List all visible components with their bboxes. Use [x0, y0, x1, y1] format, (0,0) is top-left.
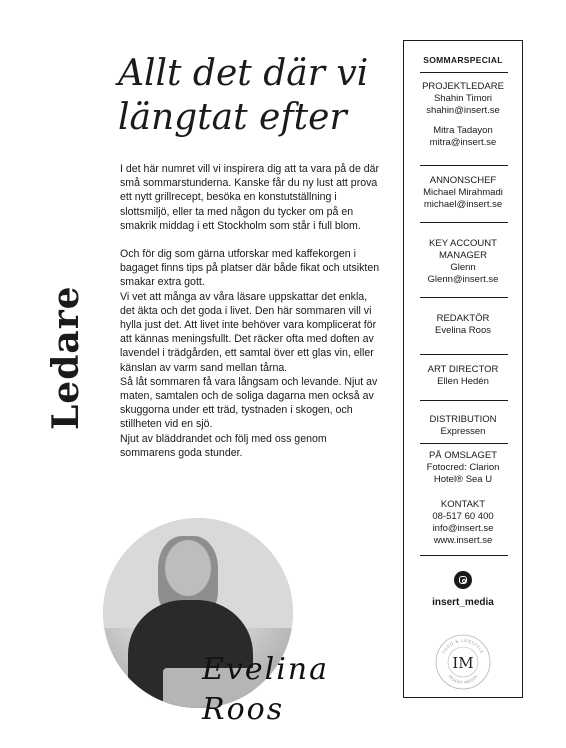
paragraph: Vi vet att många av våra läsare uppskattar det enkla, det äkta och det goda i livet. Den här sommaren vill vi hylla just det. Att livet inte behöver vara komplicerat för att kännas meningsfullt. Det räcker ofta med doften av lavendel i trädgården, ett samtal över ett glas vin, eller känslan av varm sand mellan tårna.	[120, 290, 377, 374]
credit-name: Hotel® Sea U	[433, 474, 493, 485]
title-line-1: Allt det där vi	[118, 53, 369, 94]
credit-art-director	[404, 364, 522, 388]
credit-name: Glenn	[450, 262, 476, 273]
credit-name: Fotocred: Clarion	[426, 462, 500, 473]
credit-projektledare	[404, 81, 522, 149]
credit-name: Expressen	[440, 426, 486, 437]
credit-name: Shahin Timori	[433, 93, 493, 104]
contact-phone: 08-517 60 400	[432, 511, 494, 522]
contact-website[interactable]: www.insert.se	[433, 535, 493, 546]
credit-omslaget	[404, 450, 522, 486]
credit-name: Ellen Hedén	[437, 376, 489, 387]
paragraph: I det här numret vill vi inspirera dig att ta vara på de där små sommarstunderna. Kanske får du ny lust att prova ett nytt grillrecept, besöka en konstutställning i slottsmiljö, eller ta med någon du tycker om på en smakrik middag i ett Stockholm som står i full blom.	[120, 163, 380, 232]
svg-text:INSERT MEDIA	[447, 674, 478, 685]
divider	[420, 400, 508, 401]
sidebar-title: SOMMARSPECIAL	[423, 55, 503, 65]
logo-ring-top: FOOD & LIFESTYLE	[441, 637, 485, 655]
credit-redaktor	[404, 313, 522, 337]
credit-role: KONTAKT	[440, 499, 486, 510]
credit-role: ART DIRECTOR	[427, 364, 499, 375]
divider	[420, 443, 508, 444]
credit-role: PROJEKTLEDARE	[422, 81, 504, 92]
credit-distribution	[404, 414, 522, 438]
divider	[420, 165, 508, 166]
credit-role: KEY ACCOUNT	[429, 238, 497, 249]
paragraph: Så låt sommaren få vara långsam och levande. Njut av maten, samtalen och de soliga dagarna men också av skuggorna under ett träd, tystnaden i skogen, och stillheten vid en sjö.	[120, 375, 378, 431]
credit-name: Mitra Tadayon	[433, 125, 493, 136]
credit-kontakt	[404, 499, 522, 547]
author-signature: Evelina Roos	[202, 652, 329, 727]
paragraph: Njut av bläddrandet och följ med oss genom sommarens goda stunder.	[120, 432, 327, 459]
insert-media-logo	[434, 633, 492, 691]
credit-role: PÅ OMSLAGET	[428, 450, 498, 461]
credit-email: mitra@insert.se	[429, 137, 497, 148]
divider	[420, 222, 508, 223]
credit-email: Glenn@insert.se	[427, 274, 499, 285]
instagram-icon[interactable]	[454, 571, 472, 589]
paragraph: Och för dig som gärna utforskar med kaffekorgen i bagaget finns tips på platser där både fikat och utsikten smakar extra gott.	[120, 248, 380, 289]
title-line-2: längtat efter	[118, 97, 347, 138]
section-label: Ledare	[45, 285, 87, 431]
svg-text:FOOD & LIFESTYLE	[441, 638, 485, 654]
credit-role: MANAGER	[438, 250, 488, 261]
divider	[420, 555, 508, 556]
editorial-text	[120, 162, 382, 460]
logo-ring-bottom: INSERT MEDIA	[447, 673, 479, 686]
credit-email: michael@insert.se	[423, 199, 503, 210]
credit-annonschef	[404, 175, 522, 211]
logo-letters: IM	[452, 654, 474, 672]
credit-role: DISTRIBUTION	[429, 414, 497, 425]
credit-role: ANNONSCHEF	[429, 175, 497, 186]
credit-name: Evelina Roos	[435, 325, 491, 336]
credit-role: REDAKTÖR	[436, 313, 490, 324]
divider	[420, 354, 508, 355]
credit-name: Michael Mirahmadi	[423, 187, 503, 198]
divider	[420, 72, 508, 73]
credit-email: shahin@insert.se	[426, 105, 500, 116]
credit-key-account	[404, 238, 522, 286]
contact-email[interactable]: info@insert.se	[432, 523, 494, 534]
instagram-handle[interactable]: insert_media	[432, 597, 494, 608]
page-title	[118, 52, 393, 140]
divider	[420, 297, 508, 298]
masthead-sidebar	[403, 40, 523, 698]
